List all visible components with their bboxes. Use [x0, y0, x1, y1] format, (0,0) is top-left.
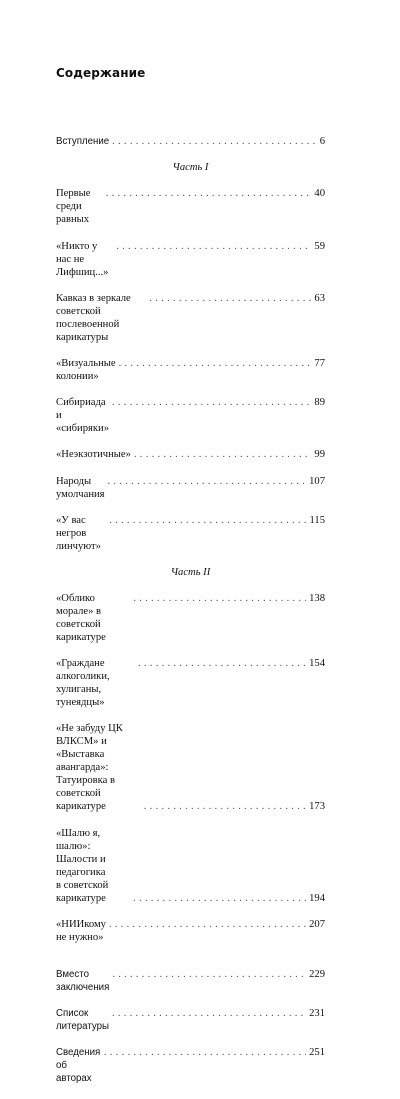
toc-entry-title: Вместо заключения: [56, 969, 110, 993]
toc-entry-page: 251: [309, 1047, 325, 1059]
toc-entry[interactable]: [56, 918, 325, 944]
dot-leader: [138, 657, 306, 670]
toc-entry-title-line: Татуировка в советской карикатуре: [56, 775, 116, 813]
toc-entry-title: «У вас негров линчуют»: [56, 514, 101, 552]
toc-entry-page: 6: [319, 136, 325, 147]
toc-entry[interactable]: [56, 657, 325, 709]
toc-entry[interactable]: [56, 968, 325, 994]
toc-entry-title: «Неэкзотичные»: [56, 449, 131, 461]
toc-entry[interactable]: [56, 1007, 325, 1033]
toc-entry[interactable]: [56, 722, 325, 813]
toc-entry-page: 207: [309, 918, 325, 930]
toc-entry[interactable]: [56, 592, 325, 644]
toc-entry-title: «Облико морале» в советской карикатуре: [56, 593, 106, 644]
toc-entry-title: Первые среди равных: [56, 188, 91, 226]
toc-entry-page: 231: [309, 1008, 325, 1020]
toc-entry-page: 154: [309, 658, 325, 670]
toc-entry-title: Сведения об авторах: [56, 1047, 101, 1085]
dot-leader: [109, 514, 306, 527]
toc-entry-title-line: «Шалю я, шалю»: Шалости и педагогика: [56, 827, 106, 878]
toc-entry-title: «НИИкому не нужно»: [56, 918, 106, 943]
part-heading-2: Часть II: [170, 566, 211, 578]
toc-entry[interactable]: [56, 475, 325, 501]
toc-entry-page: 89: [314, 397, 325, 409]
dot-leader: [104, 1046, 306, 1059]
toc-entry[interactable]: [56, 187, 325, 226]
toc-entry-title: Список литературы: [56, 1008, 109, 1033]
toc-entry-title: [56, 827, 130, 905]
dot-leader: [133, 892, 306, 905]
toc-entry-page: 107: [309, 475, 325, 487]
dot-leader: [108, 475, 307, 488]
toc-entry-page: 99: [314, 449, 325, 461]
toc-entry-title: «Визуальные колонии»: [56, 357, 116, 382]
toc-entry-title-line: «Не забуду ЦК ВЛКСМ» и «Выставка авангарда»:: [56, 723, 123, 774]
toc-entry-page: 77: [314, 357, 325, 369]
section-gap: [56, 957, 325, 968]
dot-leader: [106, 187, 312, 200]
dot-leader: [112, 135, 317, 148]
toc-entry-page: 173: [309, 801, 325, 813]
toc-entry-page: 115: [309, 514, 325, 526]
dot-leader: [116, 240, 311, 253]
dot-leader: [109, 918, 306, 931]
toc-entry[interactable]: [56, 514, 325, 553]
toc-entry-title: [56, 722, 141, 813]
table-of-contents: [56, 135, 325, 1099]
toc-entry-page: 59: [314, 240, 325, 252]
dot-leader: [112, 1007, 306, 1020]
dot-leader: [149, 292, 312, 305]
toc-entry-page: 63: [314, 292, 325, 304]
toc-entry-title-line: в советской карикатуре: [56, 879, 109, 904]
toc-entry-intro[interactable]: [56, 135, 325, 148]
toc-entry[interactable]: [56, 448, 325, 461]
toc-entry-title: Сибириада и «сибиряки»: [56, 397, 110, 435]
toc-entry-title: Кавказ в зеркале советской послевоенной карикатуры: [56, 292, 131, 343]
dot-leader: [112, 968, 306, 981]
toc-entry-title: «Граждане алкоголики, хулиганы, тунеядцы»: [56, 658, 110, 709]
toc-entry[interactable]: [56, 240, 325, 279]
toc-entry-title: «Никто у нас не Лифшиц...»: [56, 240, 109, 278]
toc-entry-page: 40: [314, 188, 325, 200]
toc-entry-title: Народы умолчания: [56, 475, 105, 500]
page-title: Содержание: [56, 66, 146, 80]
toc-entry[interactable]: [56, 1046, 325, 1085]
toc-entry-page: 229: [309, 969, 325, 980]
toc-entry[interactable]: [56, 827, 325, 905]
dot-leader: [134, 448, 312, 461]
toc-entry-page: 194: [309, 892, 325, 904]
toc-entry[interactable]: [56, 396, 325, 435]
dot-leader: [119, 357, 312, 370]
toc-entry[interactable]: [56, 292, 325, 344]
dot-leader: [133, 592, 306, 605]
dot-leader: [144, 800, 306, 813]
toc-entry-title: Вступление: [56, 136, 110, 147]
dot-leader: [112, 396, 311, 409]
toc-entry[interactable]: [56, 357, 325, 383]
toc-entry-page: 138: [309, 593, 325, 605]
part-heading-1: Часть I: [172, 162, 209, 174]
